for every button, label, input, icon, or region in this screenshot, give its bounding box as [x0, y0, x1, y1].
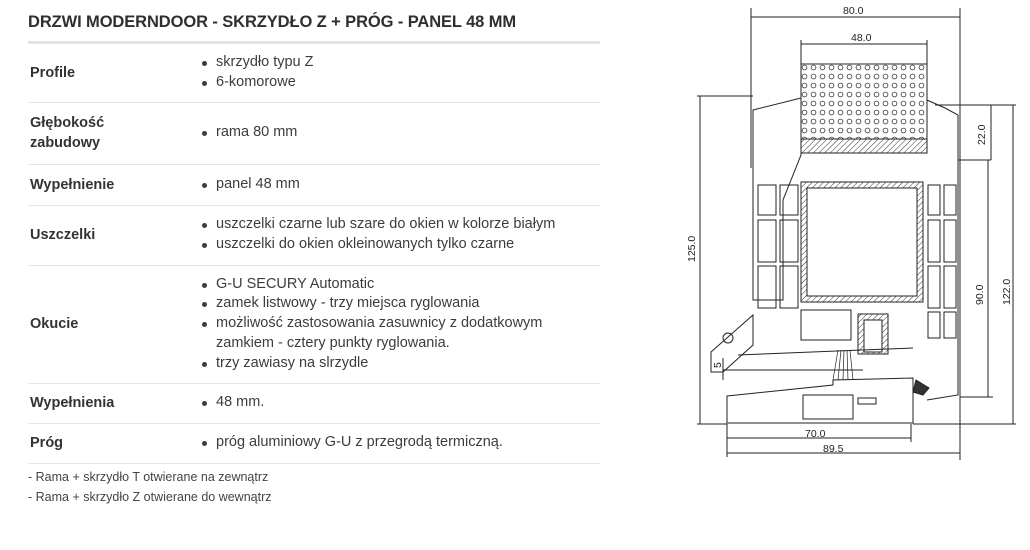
list-item: możliwość zastosowania zasuwnicy z dodatkowym zamkiem - cztery punkty ryglowania. [201, 314, 560, 354]
list-item: panel 48 mm [201, 175, 600, 195]
value-list [201, 433, 600, 453]
table-row-wypelnienia [28, 383, 600, 423]
list-item: próg aluminiowy G-U z przegrodą termiczną. [201, 433, 600, 453]
dim-right-total: 122.0 [1001, 278, 1013, 305]
value-list [201, 53, 600, 93]
list-item: uszczelki czarne lub szare do okien w kolorze białym [201, 215, 600, 235]
list-item: G-U SECURY Automatic [201, 275, 560, 295]
value-list [201, 123, 600, 143]
row-label: Okucie [28, 265, 175, 383]
profile-cross-section-drawing [683, 0, 1028, 470]
spec-table [28, 44, 600, 464]
dim-top-width: 80.0 [843, 5, 864, 17]
list-item: trzy zawiasy na slrzydle [201, 354, 560, 374]
note-line: - Rama + skrzydło Z otwierane do wewnątrz [28, 489, 272, 504]
table-row-glebokosc [28, 102, 600, 164]
row-label: Wypełnienia [28, 383, 175, 423]
list-item: rama 80 mm [201, 123, 600, 143]
page-title: DRZWI MODERNDOOR - SKRZYDŁO Z + PRÓG - PANEL 48 MM [28, 13, 517, 31]
dim-bottom-inner: 70.0 [805, 428, 826, 440]
table-row-uszczelki [28, 205, 600, 265]
row-label: Głębokość zabudowy [28, 102, 175, 164]
row-label: Uszczelki [28, 205, 175, 265]
notes [28, 467, 600, 507]
row-label: Wypełnienie [28, 164, 175, 205]
value-list [201, 393, 600, 413]
table-row-prog [28, 423, 600, 463]
dim-left-height: 125.0 [686, 235, 698, 262]
dim-sill-gap: 5 [712, 362, 724, 368]
list-item: zamek listwowy - trzy miejsca ryglowania [201, 294, 560, 314]
dim-right-mid: 90.0 [974, 284, 986, 305]
row-label: Profile [28, 44, 175, 102]
list-item: skrzydło typu Z [201, 53, 600, 73]
dim-bottom-total: 89.5 [823, 443, 844, 455]
table-row-okucie [28, 265, 600, 383]
list-item: uszczelki do okien okleinowanych tylko czarne [201, 235, 600, 255]
value-list [201, 275, 600, 374]
note-line: - Rama + skrzydło T otwierane na zewnątrz [28, 469, 269, 484]
table-row-wypelnienie [28, 164, 600, 205]
value-list [201, 175, 600, 195]
dim-right-upper: 22.0 [976, 124, 988, 145]
list-item: 48 mm. [201, 393, 600, 413]
table-row-profile [28, 44, 600, 102]
dim-panel-width: 48.0 [851, 32, 872, 44]
row-label: Próg [28, 423, 175, 463]
value-list [201, 215, 600, 255]
spec-panel [28, 0, 600, 507]
list-item: 6-komorowe [201, 73, 600, 93]
